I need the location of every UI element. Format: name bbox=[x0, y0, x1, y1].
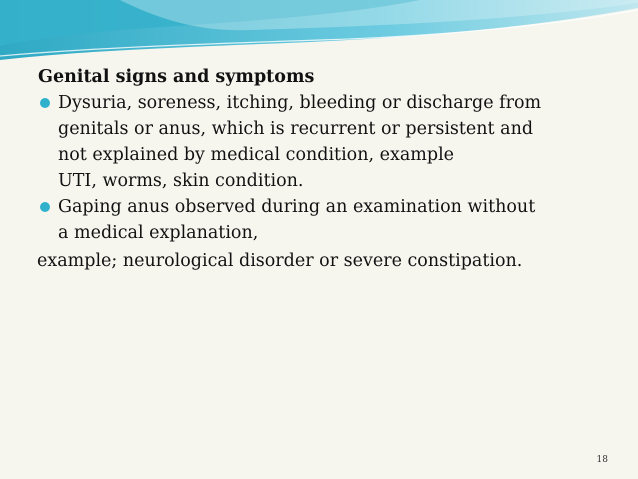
slide-content bbox=[38, 64, 618, 274]
slide-heading: Genital signs and symptoms bbox=[38, 67, 315, 87]
bullet-marker-icon bbox=[40, 202, 50, 212]
bullet-item bbox=[38, 90, 618, 194]
header-wave-decoration bbox=[0, 0, 638, 62]
bullet-item bbox=[38, 194, 618, 246]
bullet-line: Gaping anus observed during an examination without bbox=[58, 197, 536, 217]
bullet-line: genitals or anus, which is recurrent or persistent and bbox=[58, 119, 534, 139]
bullet-line: not explained by medical condition, example bbox=[58, 145, 455, 165]
bullet-line: UTI, worms, skin condition. bbox=[58, 171, 304, 191]
bullet-line: Dysuria, soreness, itching, bleeding or discharge from bbox=[58, 93, 542, 113]
bullet-marker-icon bbox=[40, 98, 50, 108]
bullet-line: a medical explanation, bbox=[58, 223, 259, 243]
trailing-text: example; neurological disorder or severe constipation. bbox=[37, 251, 523, 271]
page-number: 18 bbox=[596, 455, 608, 465]
